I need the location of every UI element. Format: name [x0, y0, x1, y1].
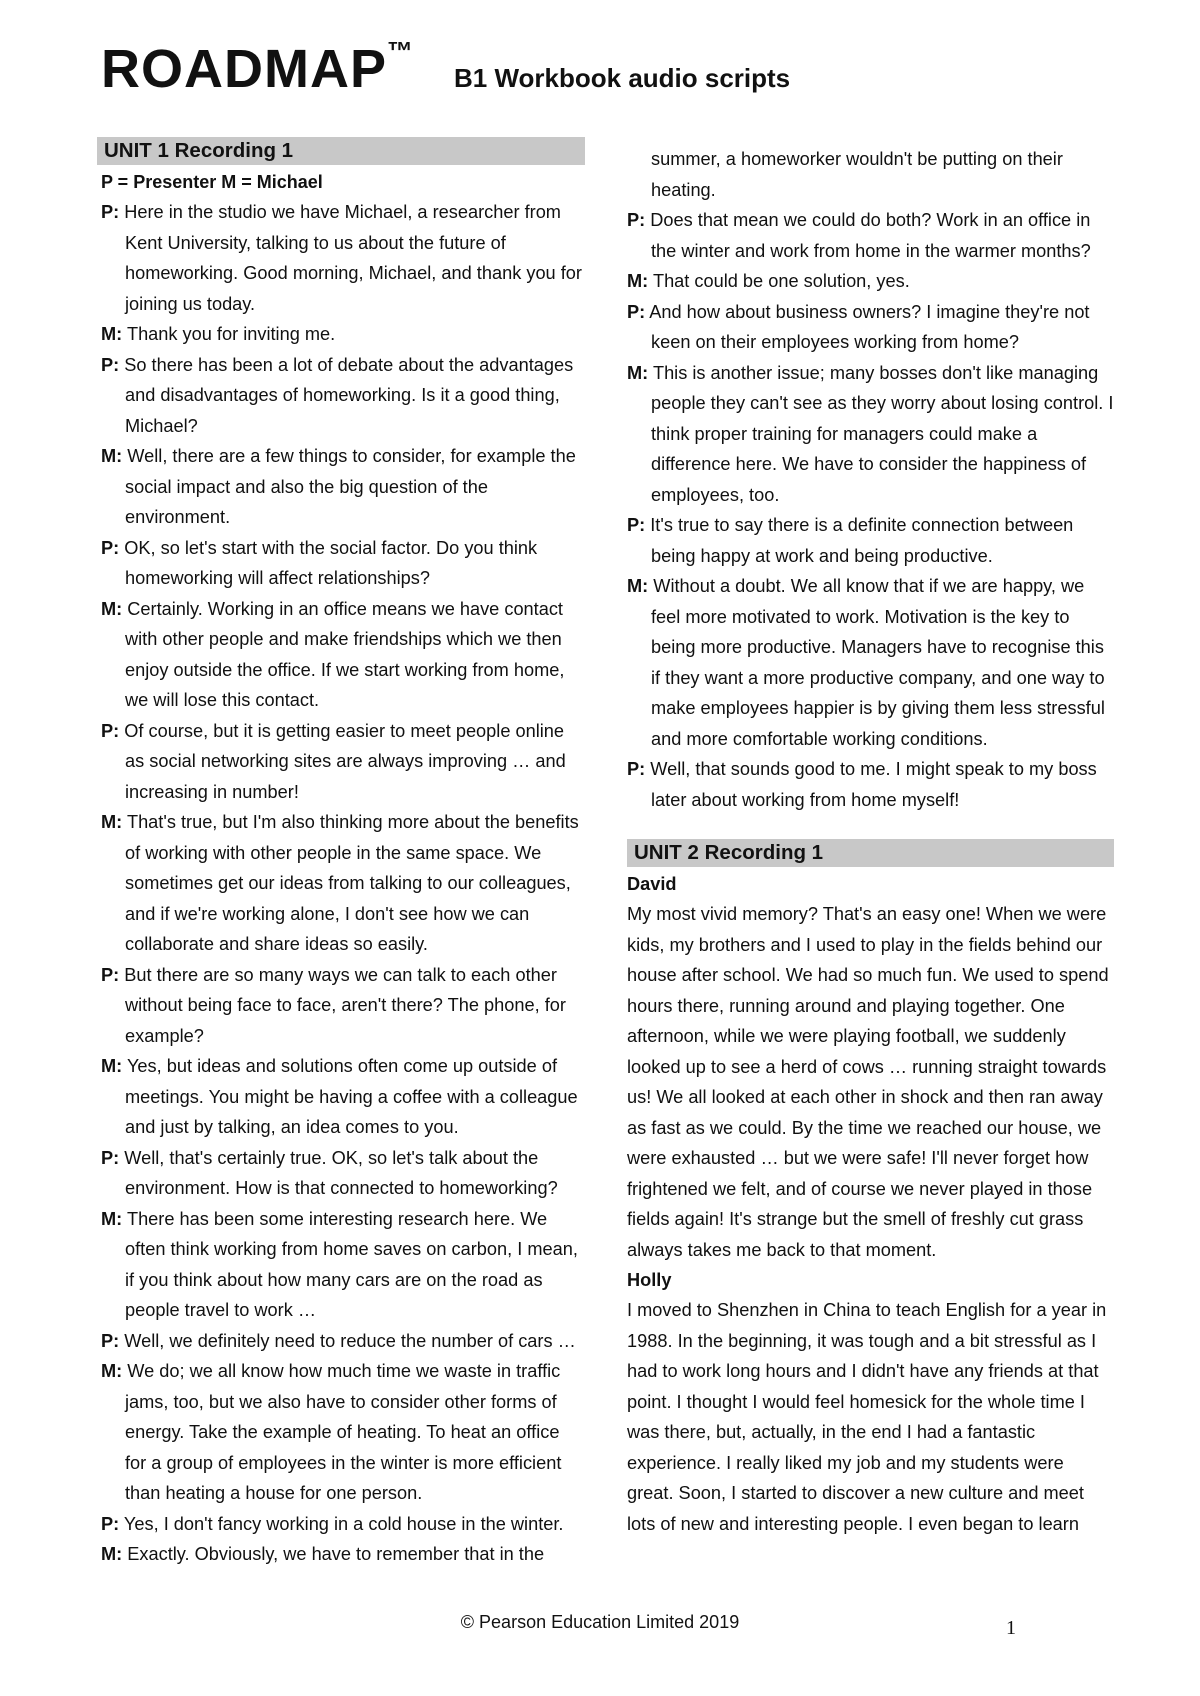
- dialogue-line: [97, 960, 585, 1052]
- dialogue-text: That could be one solution, yes.: [652, 271, 910, 291]
- dialogue-line: [97, 319, 585, 350]
- speaker-label: M:: [101, 446, 123, 466]
- speaker-label: M:: [101, 1056, 123, 1076]
- dialogue-line: [627, 297, 1114, 358]
- dialogue-line: [97, 1326, 585, 1357]
- speaker-name: Holly: [627, 1270, 672, 1290]
- dialogue-line: [627, 754, 1114, 815]
- unit1-speaker-key: P = Presenter M = Michael: [101, 172, 323, 192]
- dialogue-line: [97, 594, 585, 716]
- trademark-symbol: ™: [387, 36, 414, 66]
- speaker-label: P:: [101, 720, 120, 741]
- dialogue-line: [627, 358, 1114, 511]
- page-number: 1: [1006, 1617, 1016, 1639]
- dialogue-text: There has been some interesting research here. We often think working from home saves on carbon, I mean, if you think about how many cars are on the road as people travel to work …: [125, 1208, 578, 1320]
- dialogue-text: Well, that sounds good to me. I might speak to my boss later about working from home myself!: [650, 759, 1097, 810]
- dialogue-text: Yes, I don't fancy working in a cold house in the winter.: [123, 1513, 564, 1534]
- speaker-label: M:: [627, 362, 649, 383]
- speaker-label: P:: [101, 354, 120, 375]
- unit2-heading: UNIT 2 Recording 1: [627, 839, 1114, 867]
- dialogue-line: [97, 1356, 585, 1509]
- dialogue-text: And how about business owners? I imagine they're not keen on their employees working from home?: [649, 301, 1090, 352]
- dialogue-text: Does that mean we could do both? Work in an office in the winter and work from home in the warmer months?: [650, 210, 1091, 261]
- dialogue-text: We do; we all know how much time we waste in traffic jams, too, but we also have to consider other forms of energy. Take the example of heating. To heat an office for a group of employees in the winter is more efficient than heating a house for one person.: [125, 1361, 562, 1503]
- dialogue-text: Without a doubt. We all know that if we are happy, we feel more motivated to work. Motivation is the key to being more productive. Managers have to recognise this if they want a more productive company, and one way to make employees happier is by giving them less stressful and more comfortable working conditions.: [651, 576, 1105, 749]
- dialogue-text: Well, there are a few things to consider, for example the social impact and also the big question of the environment.: [125, 446, 576, 527]
- dialogue-line: [97, 1509, 585, 1540]
- dialogue-text: That's true, but I'm also thinking more about the benefits of working with other people in the same space. We sometimes get our ideas from talking to our colleagues, and if we're working alone, I don't see how we can collaborate and share ideas so easily.: [125, 812, 579, 954]
- speaker-label: M:: [101, 598, 123, 619]
- speaker-label: M:: [627, 271, 649, 291]
- dialogue-text: Yes, but ideas and solutions often come up outside of meetings. You might be having a coffee with a colleague and just by talking, an idea comes to you.: [125, 1056, 578, 1137]
- dialogue-line: [97, 441, 585, 533]
- speaker-name: David: [627, 874, 677, 894]
- speaker-label: P:: [101, 1330, 120, 1351]
- speaker-label: M:: [101, 1208, 123, 1229]
- dialogue-line: [97, 1143, 585, 1204]
- dialogue-line: [97, 350, 585, 442]
- unit1-dialogue: [97, 197, 585, 1570]
- dialogue-line: [627, 571, 1114, 754]
- speaker-label: P:: [101, 202, 120, 222]
- dialogue-line: [97, 533, 585, 594]
- speaker-label: P:: [101, 1513, 120, 1534]
- dialogue-line: [97, 716, 585, 808]
- dialogue-text: Here in the studio we have Michael, a researcher from Kent University, talking to us about the future of homeworking. Good morning, Michael, and thank you for joining us today.: [124, 202, 582, 314]
- dialogue-text: This is another issue; many bosses don't like managing people they can't see as they worry about losing control. I think proper training for managers could make a difference here. We have to consider the happiness of employees, too.: [651, 362, 1114, 505]
- unit2-monologues: [627, 869, 1114, 1539]
- dialogue-line: [97, 1539, 585, 1570]
- speaker-label: P:: [627, 210, 646, 230]
- dialogue-text: OK, so let's start with the social factor. Do you think homeworking will affect relationships?: [124, 537, 538, 588]
- dialogue-line: [97, 807, 585, 960]
- dialogue-line: [627, 510, 1114, 571]
- speaker-label: M:: [627, 576, 649, 596]
- dialogue-line: [97, 1051, 585, 1143]
- dialogue-line: [97, 197, 585, 319]
- speaker-label: M:: [101, 812, 123, 832]
- dialogue-text: So there has been a lot of debate about the advantages and disadvantages of homeworking. Is it a good thing, Michael?: [124, 354, 574, 436]
- unit1-dialogue-continued: summer, a homeworker wouldn't be putting on their heating.: [651, 149, 1063, 200]
- right-column: [627, 144, 1114, 1539]
- dialogue-text: Certainly. Working in an office means we have contact with other people and make friendships which we then enjoy outside the office. If we start working from home, we will lose this contact.: [125, 598, 565, 710]
- unit1-heading: UNIT 1 Recording 1: [97, 137, 585, 165]
- monologue-text: I moved to Shenzhen in China to teach English for a year in 1988. In the beginning, it was tough and a bit stressful as I had to work long hours and I didn't have any friends at that point. I thought I would feel homesick for the whole time I was there, but, actually, in the end I had a fantastic experience. I really liked my job and my students were great. Soon, I started to discover a new culture and meet lots of new and interesting people. I even began to learn: [627, 1300, 1107, 1534]
- left-column: [97, 137, 585, 1570]
- dialogue-line: [627, 205, 1114, 266]
- roadmap-logo: ROADMAP™: [101, 36, 414, 99]
- speaker-label: M:: [101, 1544, 123, 1564]
- speaker-label: P:: [627, 759, 646, 779]
- document-subtitle: B1 Workbook audio scripts: [454, 63, 791, 93]
- dialogue-text: Well, we definitely need to reduce the number of cars …: [124, 1330, 576, 1351]
- dialogue-text: But there are so many ways we can talk to each other without being face to face, aren't there? The phone, for example?: [124, 964, 566, 1046]
- speaker-label: P:: [101, 1147, 120, 1168]
- speaker-label: P:: [627, 515, 646, 535]
- speaker-label: P:: [101, 964, 120, 985]
- dialogue-text: Thank you for inviting me.: [126, 324, 336, 344]
- dialogue-line: [627, 266, 1114, 297]
- dialogue-text: It's true to say there is a definite connection between being happy at work and being productive.: [650, 515, 1074, 566]
- dialogue-text: Well, that's certainly true. OK, so let's talk about the environment. How is that connected to homeworking?: [124, 1147, 558, 1198]
- unit1-dialogue-part2: [627, 205, 1114, 815]
- dialogue-line: [97, 1204, 585, 1326]
- dialogue-text: Of course, but it is getting easier to meet people online as social networking sites are always improving … and increasing in number!: [124, 720, 566, 802]
- page-header: [101, 36, 791, 112]
- speaker-label: P:: [101, 537, 120, 558]
- speaker-label: M:: [101, 1361, 123, 1381]
- copyright-footer: © Pearson Education Limited 2019: [460, 1612, 740, 1632]
- dialogue-text: Exactly. Obviously, we have to remember that in the: [127, 1544, 545, 1564]
- speaker-label: P:: [627, 301, 646, 322]
- monologue-text: My most vivid memory? That's an easy one! When we were kids, my brothers and I used to play in the fields behind our house after school. We had so much fun. We used to spend hours there, running around and playing together. One afternoon, while we were playing football, we suddenly looked up to see a herd of cows … running straight towards us! We all looked at each other in shock and then ran away as fast as we could. By the time we reached our house, we were exhausted … but we were safe! I'll never forget how frightened we felt, and of course we never played in those fields again! It's strange but the smell of freshly cut grass always takes me back to that moment.: [627, 904, 1109, 1260]
- speaker-label: M:: [101, 324, 123, 344]
